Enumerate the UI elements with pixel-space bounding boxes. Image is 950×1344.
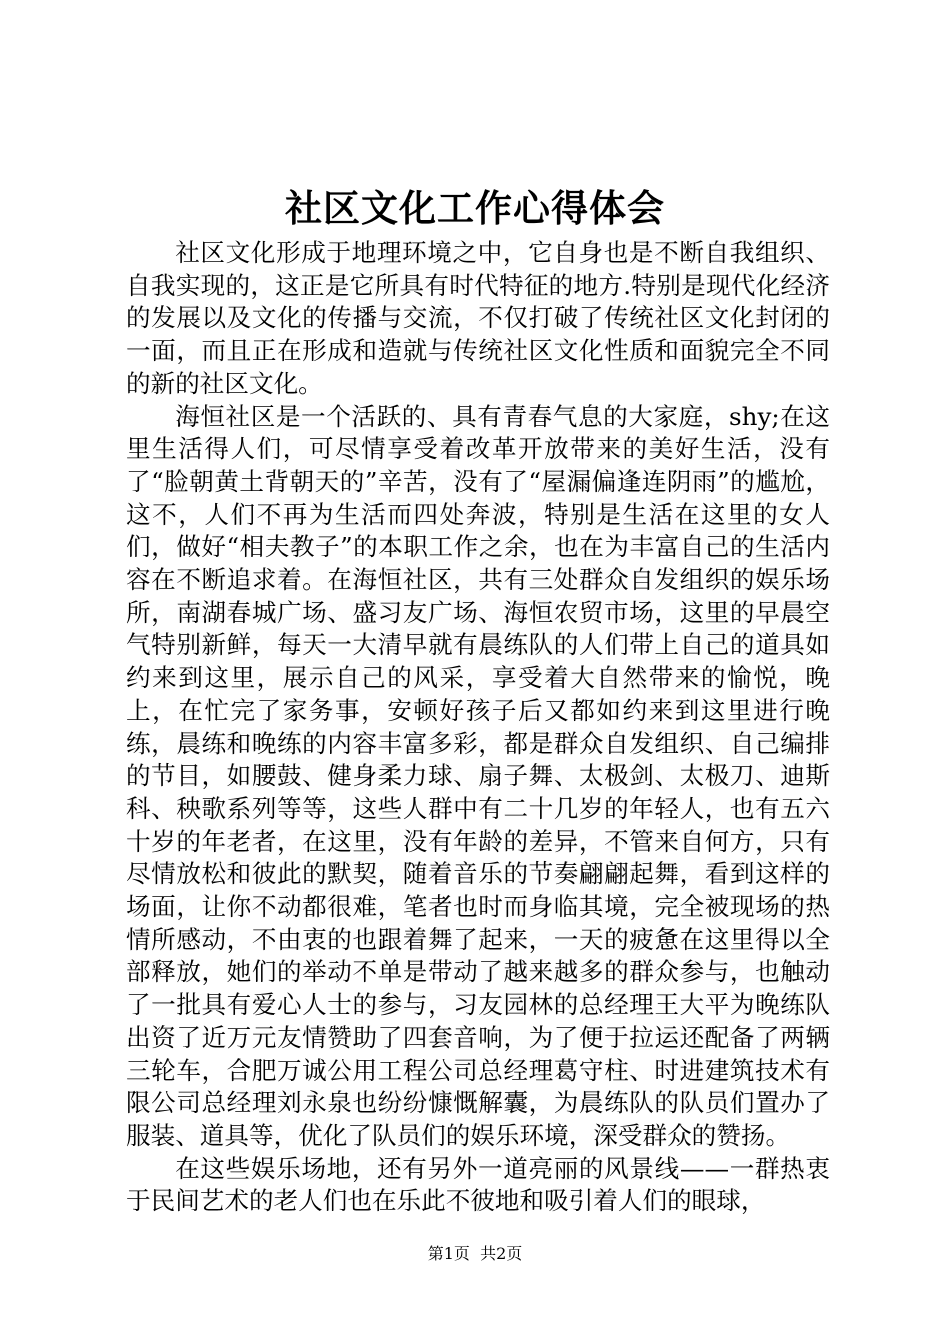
document-body [126,237,830,1218]
page-footer [0,1244,950,1264]
paragraph: 海恒社区是一个活跃的、具有青春气息的大家庭，shy;在这里生活得人们，可尽情享受着改革开放带来的美好生活，没有了“脸朝黄土背朝天的”辛苦，没有了“屋漏偏逢连阴雨”的尴尬，这不，人们不再为生活而四处奔波，特别是生活在这里的女人们，做好“相夫教子”的本职工作之余，也在为丰富自己的生活内容在不断追求着。在海恒社区，共有三处群众自发组织的娱乐场所，南湖春城广场、盛习友广场、海恒农贸市场，这里的早晨空气特别新鲜，每天一大清早就有晨练队的人们带上自己的道具如约来到这里，展示自己的风采，享受着大自然带来的愉悦，晚上，在忙完了家务事，安顿好孩子后又都如约来到这里进行晚练，晨练和晚练的内容丰富多彩，都是群众自发组织、自己编排的节目，如腰鼓、健身柔力球、扇子舞、太极剑、太极刀、迪斯科、秧歌系列等等，这些人群中有二十几岁的年轻人，也有五六十岁的年老者，在这里，没有年龄的差异，不管来自何方，只有尽情放松和彼此的默契，随着音乐的节奏翩翩起舞，看到这样的场面，让你不动都很难，笔者也时而身临其境，完全被现场的热情所感动，不由衷的也跟着舞了起来，一天的疲惫在这里得以全部释放，她们的举动不单是带动了越来越多的群众参与，也触动了一批具有爱心人士的参与，习友园林的总经理王大平为晚练队出资了近万元友情赞助了四套音响，为了便于拉运还配备了两辆三轮车，合肥万诚公用工程公司总经理葛守柱、时进建筑技术有限公司总经理刘永泉也纷纷慷慨解囊，为晨练队的队员们置办了服装、道具等，优化了队员们的娱乐环境，深受群众的赞扬。 [126,401,830,1150]
page-number: 第1页 [427,1244,470,1263]
paragraph: 社区文化形成于地理环境之中，它自身也是不断自我组织、自我实现的，这正是它所具有时代特征的地方.特别是现代化经济的发展以及文化的传播与交流，不仅打破了传统社区文化封闭的一面，而且正在形成和造就与传统社区文化性质和面貌完全不同的新的社区文化。 [126,238,830,398]
page-total: 共2页 [480,1244,523,1263]
paragraph: 在这些娱乐场地，还有另外一道亮丽的风景线——一群热衷于民间艺术的老人们也在乐此不彼地和吸引着人们的眼球， [126,1153,830,1216]
document-title: 社区文化工作心得体会 [285,186,665,230]
